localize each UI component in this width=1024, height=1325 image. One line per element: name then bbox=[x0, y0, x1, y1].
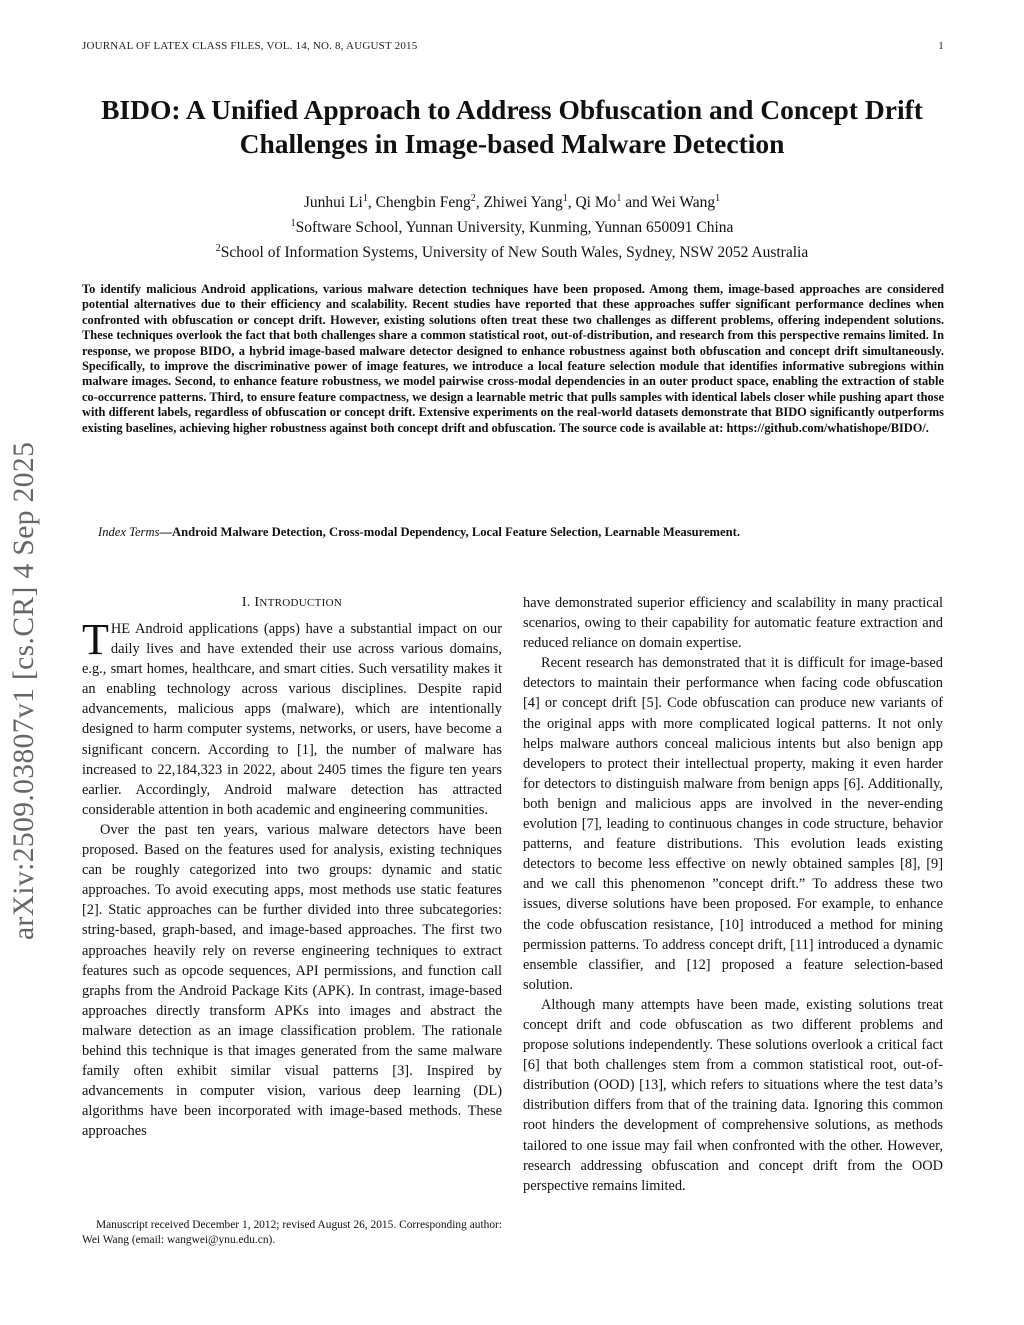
drop-cap: T bbox=[82, 615, 109, 664]
arxiv-stamp: arXiv:2509.03807v1 [cs.CR] 4 Sep 2025 bbox=[8, 441, 40, 940]
index-terms-text: —Android Malware Detection, Cross-modal Dependency, Local Feature Selection, Learnable Measurement. bbox=[159, 525, 740, 539]
author-name: Zhiwei Yang bbox=[483, 194, 563, 212]
author-affiliation-mark: 1 bbox=[562, 193, 568, 204]
author-affiliation-mark: 1 bbox=[362, 193, 368, 204]
author-name: Qi Mo bbox=[575, 194, 617, 212]
affiliation-2: $^2$School of Information Systems, University of New South Wales, Sydney, NSW 2052 Australia bbox=[215, 243, 809, 262]
abstract: To identify malicious Android applications, various malware detection techniques have been proposed. Among them, image-based approaches are considered potential alternatives due to their efficiency and scalability. Recent studies have reported that these approaches suffer significant performance declines when confronted with obfuscation or concept drift. However, existing solutions often treat these two challenges as different problems, offering independent solutions. These techniques overlook the fact that both challenges share a common statistical root, out-of-distribution, and research from this perspective remains limited. In response, we propose BIDO, a hybrid image-based malware detector designed to enhance robustness against both obfuscation and concept drift simultaneously. Specifically, to improve the discriminative power of image features, we introduce a local feature selection module that identifies informative subregions within malware images. Second, to enhance feature robustness, we model pairwise cross-modal dependencies in an outer product space, enabling the extraction of stable co-occurrence patterns. Third, to ensure feature compactness, we design a learnable metric that pulls samples with identical labels closer while pushing apart those with different labels, regardless of obfuscation or concept drift. Extensive experiments on the real-world datasets demonstrate that BIDO significantly outperforms existing baselines, achieving higher robustness against both concept drift and obfuscation. The source code is available at: https://github.com/whatishope/BIDO/. bbox=[82, 282, 944, 435]
author-block bbox=[60, 188, 964, 263]
index-terms-label: Index Terms bbox=[98, 525, 160, 539]
right-column bbox=[523, 593, 943, 1196]
paragraph: Although many attempts have been made, existing solutions treat concept drift and code obfuscation as two different problems and propose solutions independently. These solutions overlook a critical fact [6] that both challenges stem from a common statistical root, out-of-distribution (OOD) [13], which refers to situations where the test data’s distribution differs from that of the training data. Ignoring this common root hinders the development of comprehensive solutions, as methods tailored to one issue may fail when confronted with the other. However, research addressing obfuscation and concept drift from the OOD perspective remains limited. bbox=[523, 996, 943, 1194]
author-name: Junhui Li bbox=[303, 194, 363, 212]
paragraph: THE Android applications (apps) have a substantial impact on our daily lives and have extended their use across various domains, e.g., smart homes, healthcare, and smart cities. Such versatility makes it an enabling technology across various disciplines. Despite rapid advancements, malicious apps (malware), which are intentionally designed to harm computer systems, networks, or users, have become a significant concern. According to [1], the number of malware has increased to 22,184,323 in 2022, about 2405 times the figure ten years earlier. Accordingly, Android malware detection has attracted considerable attention in both academic and engineering communities. bbox=[82, 615, 502, 818]
author-name: Wei Wang bbox=[651, 194, 716, 212]
author-affiliation-mark: 2 bbox=[470, 193, 476, 204]
journal-name: JOURNAL OF LATEX CLASS FILES, VOL. 14, NO. 8, AUGUST 2015 bbox=[82, 40, 418, 52]
paragraph: Over the past ten years, various malware detectors have been proposed. Based on the features used for analysis, existing techniques can be roughly categorized into two groups: dynamic and static approaches. To avoid executing apps, most methods use static features [2]. Static approaches can be further divided into three subcategories: string-based, graph-based, and image-based approaches. The first two approaches heavily rely on reverse engineering techniques to extract features such as opcode sequences, API permissions, and function call graphs from the Android Package Kits (APK). In contrast, image-based approaches directly transform APKs into images and abstract the malware detection as an image classification problem. The rationale behind this technique is that images generated from the same malware family often exhibit similar visual patterns [3]. Inspired by advancements in computer vision, various deep learning (DL) algorithms have been incorporated with image-based methods. These approaches bbox=[82, 821, 502, 1140]
author-list: Junhui Li$^1$, Chengbin Feng$^2$, Zhiwei Yang$^1$, Qi Mo$^1$ and Wei Wang$^1$ bbox=[303, 193, 721, 212]
author-name: Chengbin Feng bbox=[375, 194, 471, 212]
section-heading: I. INTRODUCTION bbox=[241, 595, 343, 610]
paragraph: have demonstrated superior efficiency and scalability in many practical scenarios, owing to their capability for automatic feature extraction and reduced reliance on domain expertise. bbox=[523, 595, 943, 652]
author-affiliation-mark: 1 bbox=[715, 193, 721, 204]
running-header bbox=[82, 40, 944, 52]
left-column bbox=[82, 593, 502, 1141]
paragraph: Recent research has demonstrated that it is difficult for image-based detectors to maintain their performance when facing code obfuscation [4] or concept drift [5]. Code obfuscation can produce new variants of the original apps with more complicated logical patterns. It not only helps malware authors conceal malicious intents but also benign app developers to protect their intellectual property, making it even harder for detectors to distinguish malware from benign apps [6]. Additionally, both benign and malicious apps are involved in the never-ending evolution [7], leading to continuous changes in code structure, behavior patterns, and feature distributions. This evolution leads existing detectors to become less effective on newly obtained samples [8], [9] and we call this phenomenon ”concept drift.” To address these two issues, diverse solutions have been proposed. For example, to enhance the code obfuscation resistance, [10] introduced a method for mining permission patterns. To address concept drift, [11] introduced a dynamic ensemble classifier, and [12] proposed a feature selection-based solution. bbox=[523, 655, 943, 993]
author-affiliation-mark: 1 bbox=[616, 193, 622, 204]
affiliation-1: $^1$Software School, Yunnan University, Kunming, Yunnan 650091 China bbox=[290, 218, 734, 237]
page-number: 1 bbox=[938, 40, 944, 52]
footnote: Manuscript received December 1, 2012; revised August 26, 2015. Corresponding author: Wei Wang (email: wangwei@ynu.edu.cn). bbox=[82, 1219, 502, 1246]
index-terms bbox=[98, 525, 944, 540]
paper-title: BIDO: A Unified Approach to Address Obfuscation and Concept Drift Challenges in Image-based Malware Detection bbox=[101, 94, 923, 159]
